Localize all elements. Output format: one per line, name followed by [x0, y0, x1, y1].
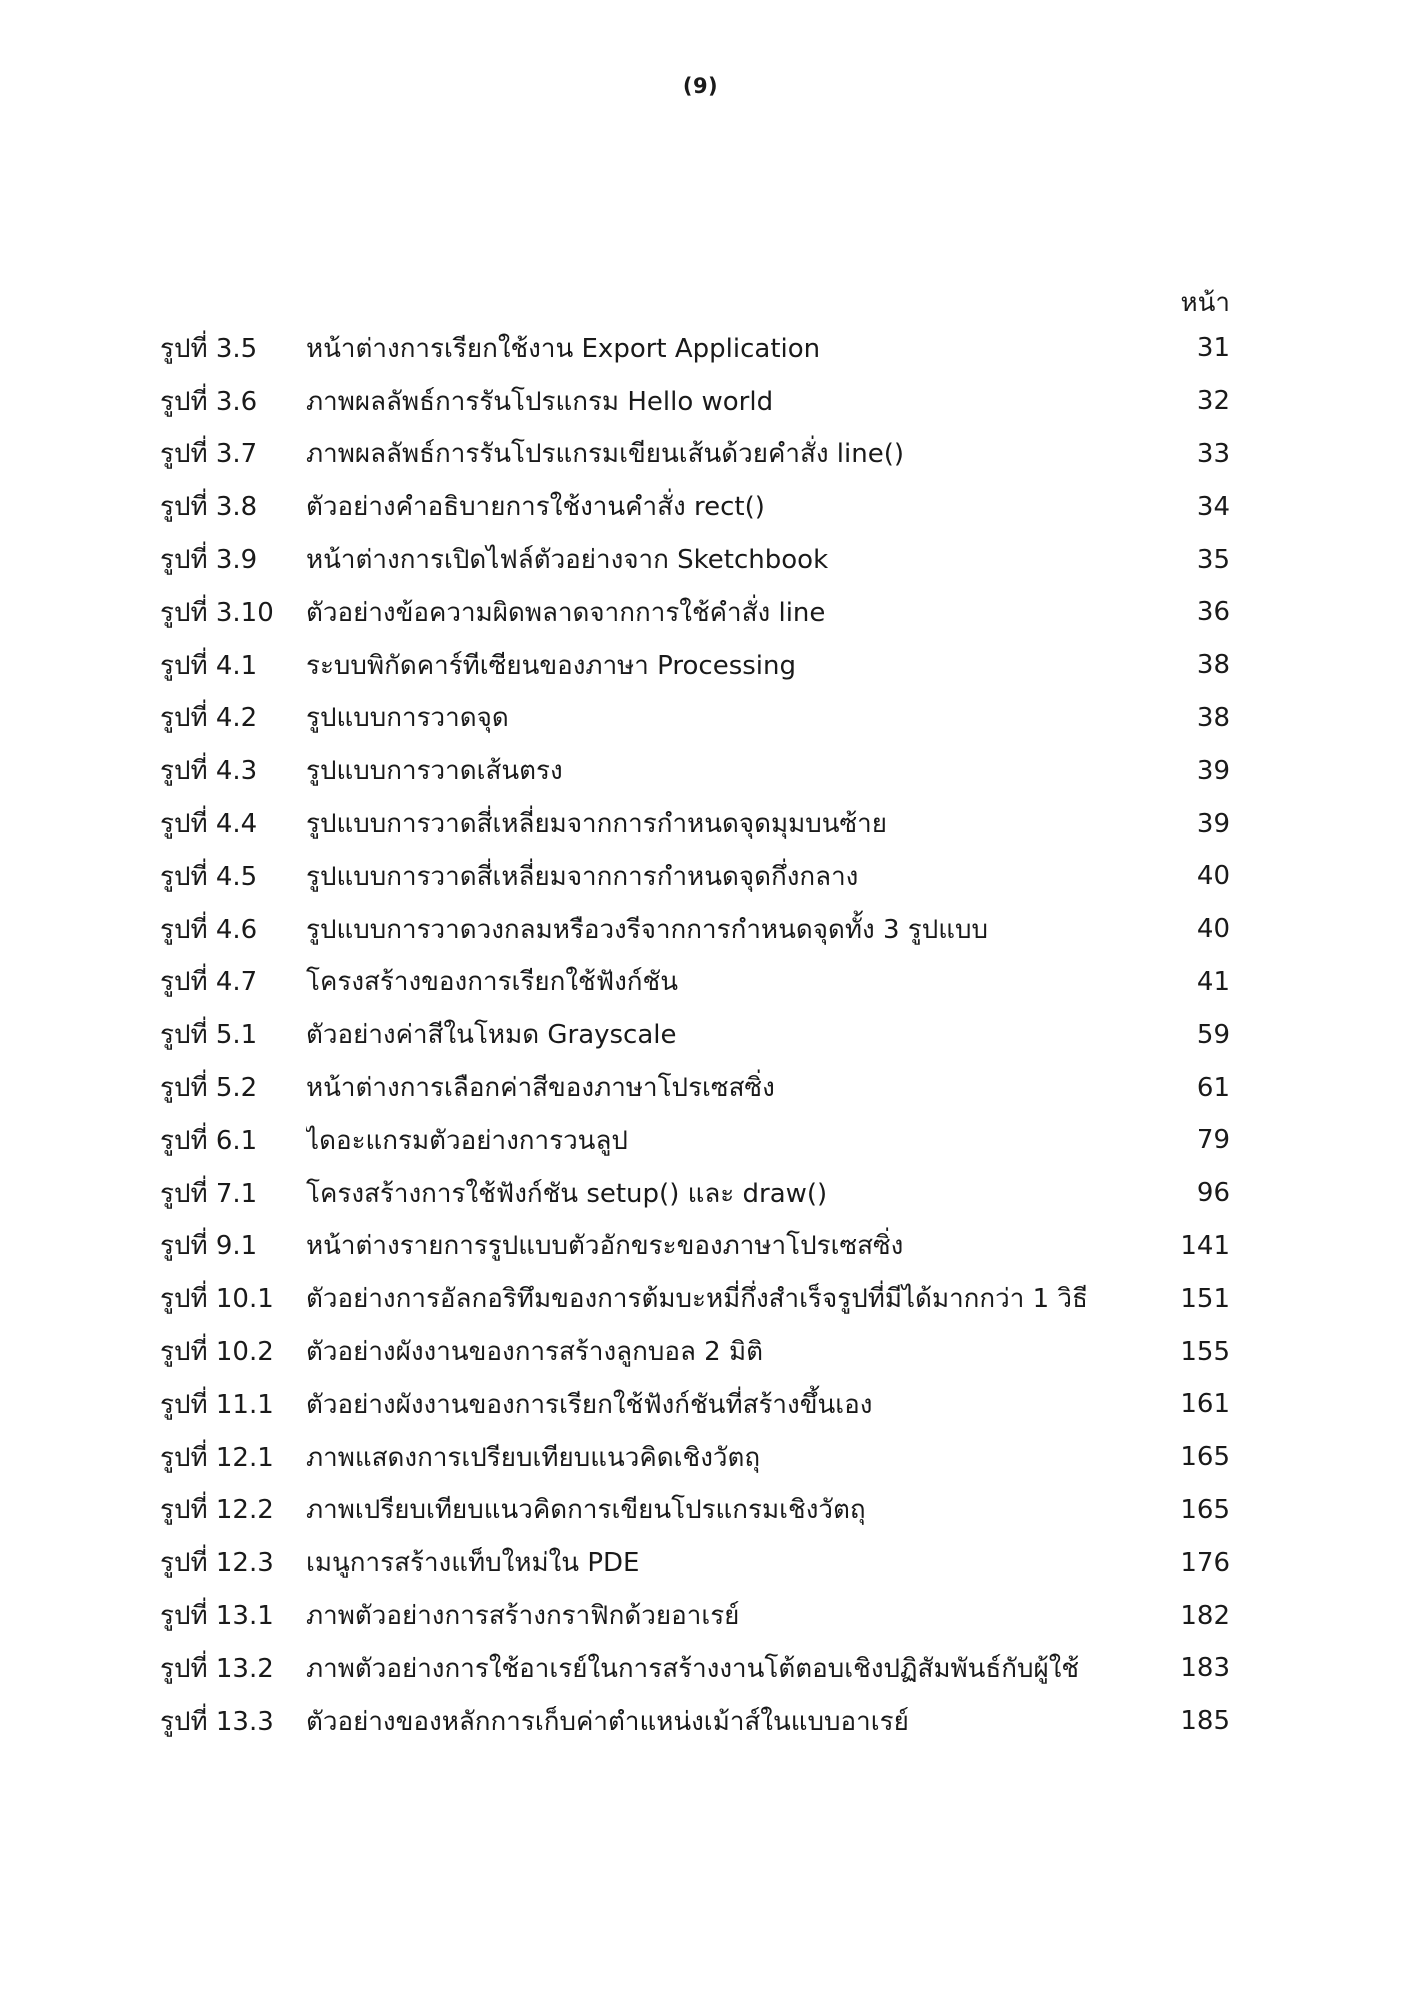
figure-page-number: 161: [1180, 1389, 1230, 1420]
figure-entry: [160, 1536, 1230, 1589]
figure-label: รูปที่ 4.4: [160, 809, 258, 840]
figure-entry: [160, 428, 1230, 481]
figure-title: ไดอะแกรมตัวอย่างการวนลูป: [306, 1125, 628, 1156]
figure-entry: [160, 375, 1230, 428]
figure-entry: [160, 744, 1230, 797]
figure-label: รูปที่ 13.3: [160, 1706, 274, 1737]
figure-label: รูปที่ 13.1: [160, 1601, 274, 1632]
figure-title: หน้าต่างการเรียกใช้งาน Export Application: [306, 333, 821, 364]
figure-entry: [160, 1220, 1230, 1273]
figure-label: รูปที่ 4.7: [160, 967, 258, 998]
figure-page-number: 61: [1196, 1072, 1230, 1103]
figure-entry: [160, 797, 1230, 850]
page-column-header: หน้า: [1180, 288, 1230, 318]
figure-entry: [160, 639, 1230, 692]
figure-entry: [160, 1484, 1230, 1537]
figure-page-number: 59: [1196, 1019, 1230, 1050]
figure-label: รูปที่ 3.10: [160, 597, 274, 628]
figure-entry: [160, 1167, 1230, 1220]
figure-title: ตัวอย่างคำอธิบายการใช้งานคำสั่ง rect(): [306, 492, 765, 523]
figure-label: รูปที่ 4.5: [160, 861, 258, 892]
figure-entry: [160, 1431, 1230, 1484]
figure-label: รูปที่ 12.1: [160, 1442, 274, 1473]
figure-label: รูปที่ 7.1: [160, 1178, 258, 1209]
figure-entry: [160, 850, 1230, 903]
figure-page-number: 79: [1196, 1125, 1230, 1156]
page-number: (9): [682, 74, 719, 98]
figure-page-number: 40: [1196, 861, 1230, 892]
figure-entry: [160, 1642, 1230, 1695]
figure-page-number: 34: [1196, 491, 1230, 522]
figure-page-number: 40: [1196, 914, 1230, 945]
figure-page-number: 182: [1180, 1600, 1230, 1631]
figure-title: ตัวอย่างผังงานของการเรียกใช้ฟังก์ชันที่สร้างขึ้นเอง: [306, 1389, 873, 1420]
figure-title: โครงสร้างการใช้ฟังก์ชัน setup() และ draw(): [306, 1178, 828, 1209]
figure-label: รูปที่ 9.1: [160, 1231, 258, 1262]
figure-entry: [160, 1061, 1230, 1114]
figure-title: เมนูการสร้างแท็บใหม่ใน PDE: [306, 1548, 640, 1579]
figure-entry: [160, 1325, 1230, 1378]
figure-title: ภาพตัวอย่างการใช้อาเรย์ในการสร้างงานโต้ตอบเชิงปฏิสัมพันธ์กับผู้ใช้: [306, 1653, 1080, 1684]
figure-title: หน้าต่างการเลือกค่าสีของภาษาโปรเซสซิ่ง: [306, 1073, 775, 1104]
figure-title: หน้าต่างรายการรูปแบบตัวอักขระของภาษาโปรเซสซิ่ง: [306, 1231, 904, 1262]
figure-page-number: 39: [1196, 808, 1230, 839]
figure-page-number: 36: [1196, 597, 1230, 628]
figure-entry: [160, 1695, 1230, 1748]
figure-page-number: 32: [1196, 386, 1230, 417]
figure-page-number: 141: [1180, 1230, 1230, 1261]
figure-entry: [160, 1008, 1230, 1061]
figure-title: ตัวอย่างค่าสีในโหมด Grayscale: [306, 1020, 677, 1051]
figure-title: หน้าต่างการเปิดไฟล์ตัวอย่างจาก Sketchbook: [306, 545, 829, 576]
figure-label: รูปที่ 3.8: [160, 492, 258, 523]
figure-label: รูปที่ 4.3: [160, 756, 258, 787]
figure-entry: [160, 1272, 1230, 1325]
figure-page-number: 31: [1196, 333, 1230, 364]
figure-label: รูปที่ 4.2: [160, 703, 258, 734]
figure-label: รูปที่ 5.1: [160, 1020, 258, 1051]
figure-label: รูปที่ 4.1: [160, 650, 258, 681]
figure-page-number: 96: [1196, 1178, 1230, 1209]
figure-label: รูปที่ 10.2: [160, 1337, 274, 1368]
figure-label: รูปที่ 12.2: [160, 1495, 274, 1526]
figure-label: รูปที่ 10.1: [160, 1284, 274, 1315]
figure-label: รูปที่ 3.5: [160, 333, 258, 364]
figure-page-number: 165: [1180, 1494, 1230, 1525]
figure-title: รูปแบบการวาดสี่เหลี่ยมจากการกำหนดจุดมุมบนซ้าย: [306, 809, 888, 840]
figure-entry: [160, 480, 1230, 533]
figure-entry: [160, 692, 1230, 745]
figure-label: รูปที่ 6.1: [160, 1125, 258, 1156]
figure-page-number: 41: [1196, 966, 1230, 997]
figure-page-number: 183: [1180, 1653, 1230, 1684]
figure-page-number: 151: [1180, 1283, 1230, 1314]
figure-label: รูปที่ 13.2: [160, 1653, 274, 1684]
figure-title: ตัวอย่างข้อความผิดพลาดจากการใช้คำสั่ง line: [306, 597, 826, 628]
figure-page-number: 165: [1180, 1442, 1230, 1473]
figure-entry: [160, 533, 1230, 586]
figure-title: รูปแบบการวาดเส้นตรง: [306, 756, 563, 787]
figure-label: รูปที่ 5.2: [160, 1073, 258, 1104]
figure-page-number: 38: [1196, 650, 1230, 681]
figure-title: ระบบพิกัดคาร์ทีเซียนของภาษา Processing: [306, 650, 797, 681]
figure-title: ตัวอย่างของหลักการเก็บค่าตำแหน่งเม้าส์ในแบบอาเรย์: [306, 1706, 909, 1737]
figure-title: ภาพแสดงการเปรียบเทียบแนวคิดเชิงวัตถุ: [306, 1442, 761, 1473]
figure-entry: [160, 1114, 1230, 1167]
figure-page-number: 185: [1180, 1706, 1230, 1737]
figure-label: รูปที่ 11.1: [160, 1389, 274, 1420]
figure-title: ภาพผลลัพธ์การรันโปรแกรมเขียนเส้นด้วยคำสั่ง line(): [306, 439, 905, 470]
figure-entry: [160, 903, 1230, 956]
figure-title: ภาพผลลัพธ์การรันโปรแกรม Hello world: [306, 386, 774, 417]
figure-entry: [160, 956, 1230, 1009]
figure-title: ตัวอย่างการอัลกอริทึมของการต้มบะหมี่กึ่งสำเร็จรูปที่มีได้มากกว่า 1 วิธี: [306, 1284, 1088, 1315]
figure-label: รูปที่ 3.7: [160, 439, 258, 470]
figure-page-number: 176: [1180, 1547, 1230, 1578]
figure-title: โครงสร้างของการเรียกใช้ฟังก์ชัน: [306, 967, 678, 998]
figure-title: ภาพตัวอย่างการสร้างกราฟิกด้วยอาเรย์: [306, 1601, 740, 1632]
figure-page-number: 33: [1196, 438, 1230, 469]
figure-title: รูปแบบการวาดสี่เหลี่ยมจากการกำหนดจุดกึ่งกลาง: [306, 861, 859, 892]
list-of-figures: [160, 322, 1230, 1748]
figure-title: รูปแบบการวาดจุด: [306, 703, 509, 734]
figure-page-number: 38: [1196, 702, 1230, 733]
figure-title: ภาพเปรียบเทียบแนวคิดการเขียนโปรแกรมเชิงวัตถุ: [306, 1495, 866, 1526]
figure-entry: [160, 1589, 1230, 1642]
figure-label: รูปที่ 3.6: [160, 386, 258, 417]
figure-entry: [160, 1378, 1230, 1431]
figure-entry: [160, 586, 1230, 639]
figure-page-number: 155: [1180, 1336, 1230, 1367]
figure-page-number: 39: [1196, 755, 1230, 786]
figure-label: รูปที่ 12.3: [160, 1548, 274, 1579]
figure-title: ตัวอย่างผังงานของการสร้างลูกบอล 2 มิติ: [306, 1337, 763, 1368]
figure-label: รูปที่ 3.9: [160, 545, 258, 576]
figure-title: รูปแบบการวาดวงกลมหรือวงรีจากการกำหนดจุดทั้ง 3 รูปแบบ: [306, 914, 988, 945]
figure-label: รูปที่ 4.6: [160, 914, 258, 945]
figure-entry: [160, 322, 1230, 375]
figure-page-number: 35: [1196, 544, 1230, 575]
